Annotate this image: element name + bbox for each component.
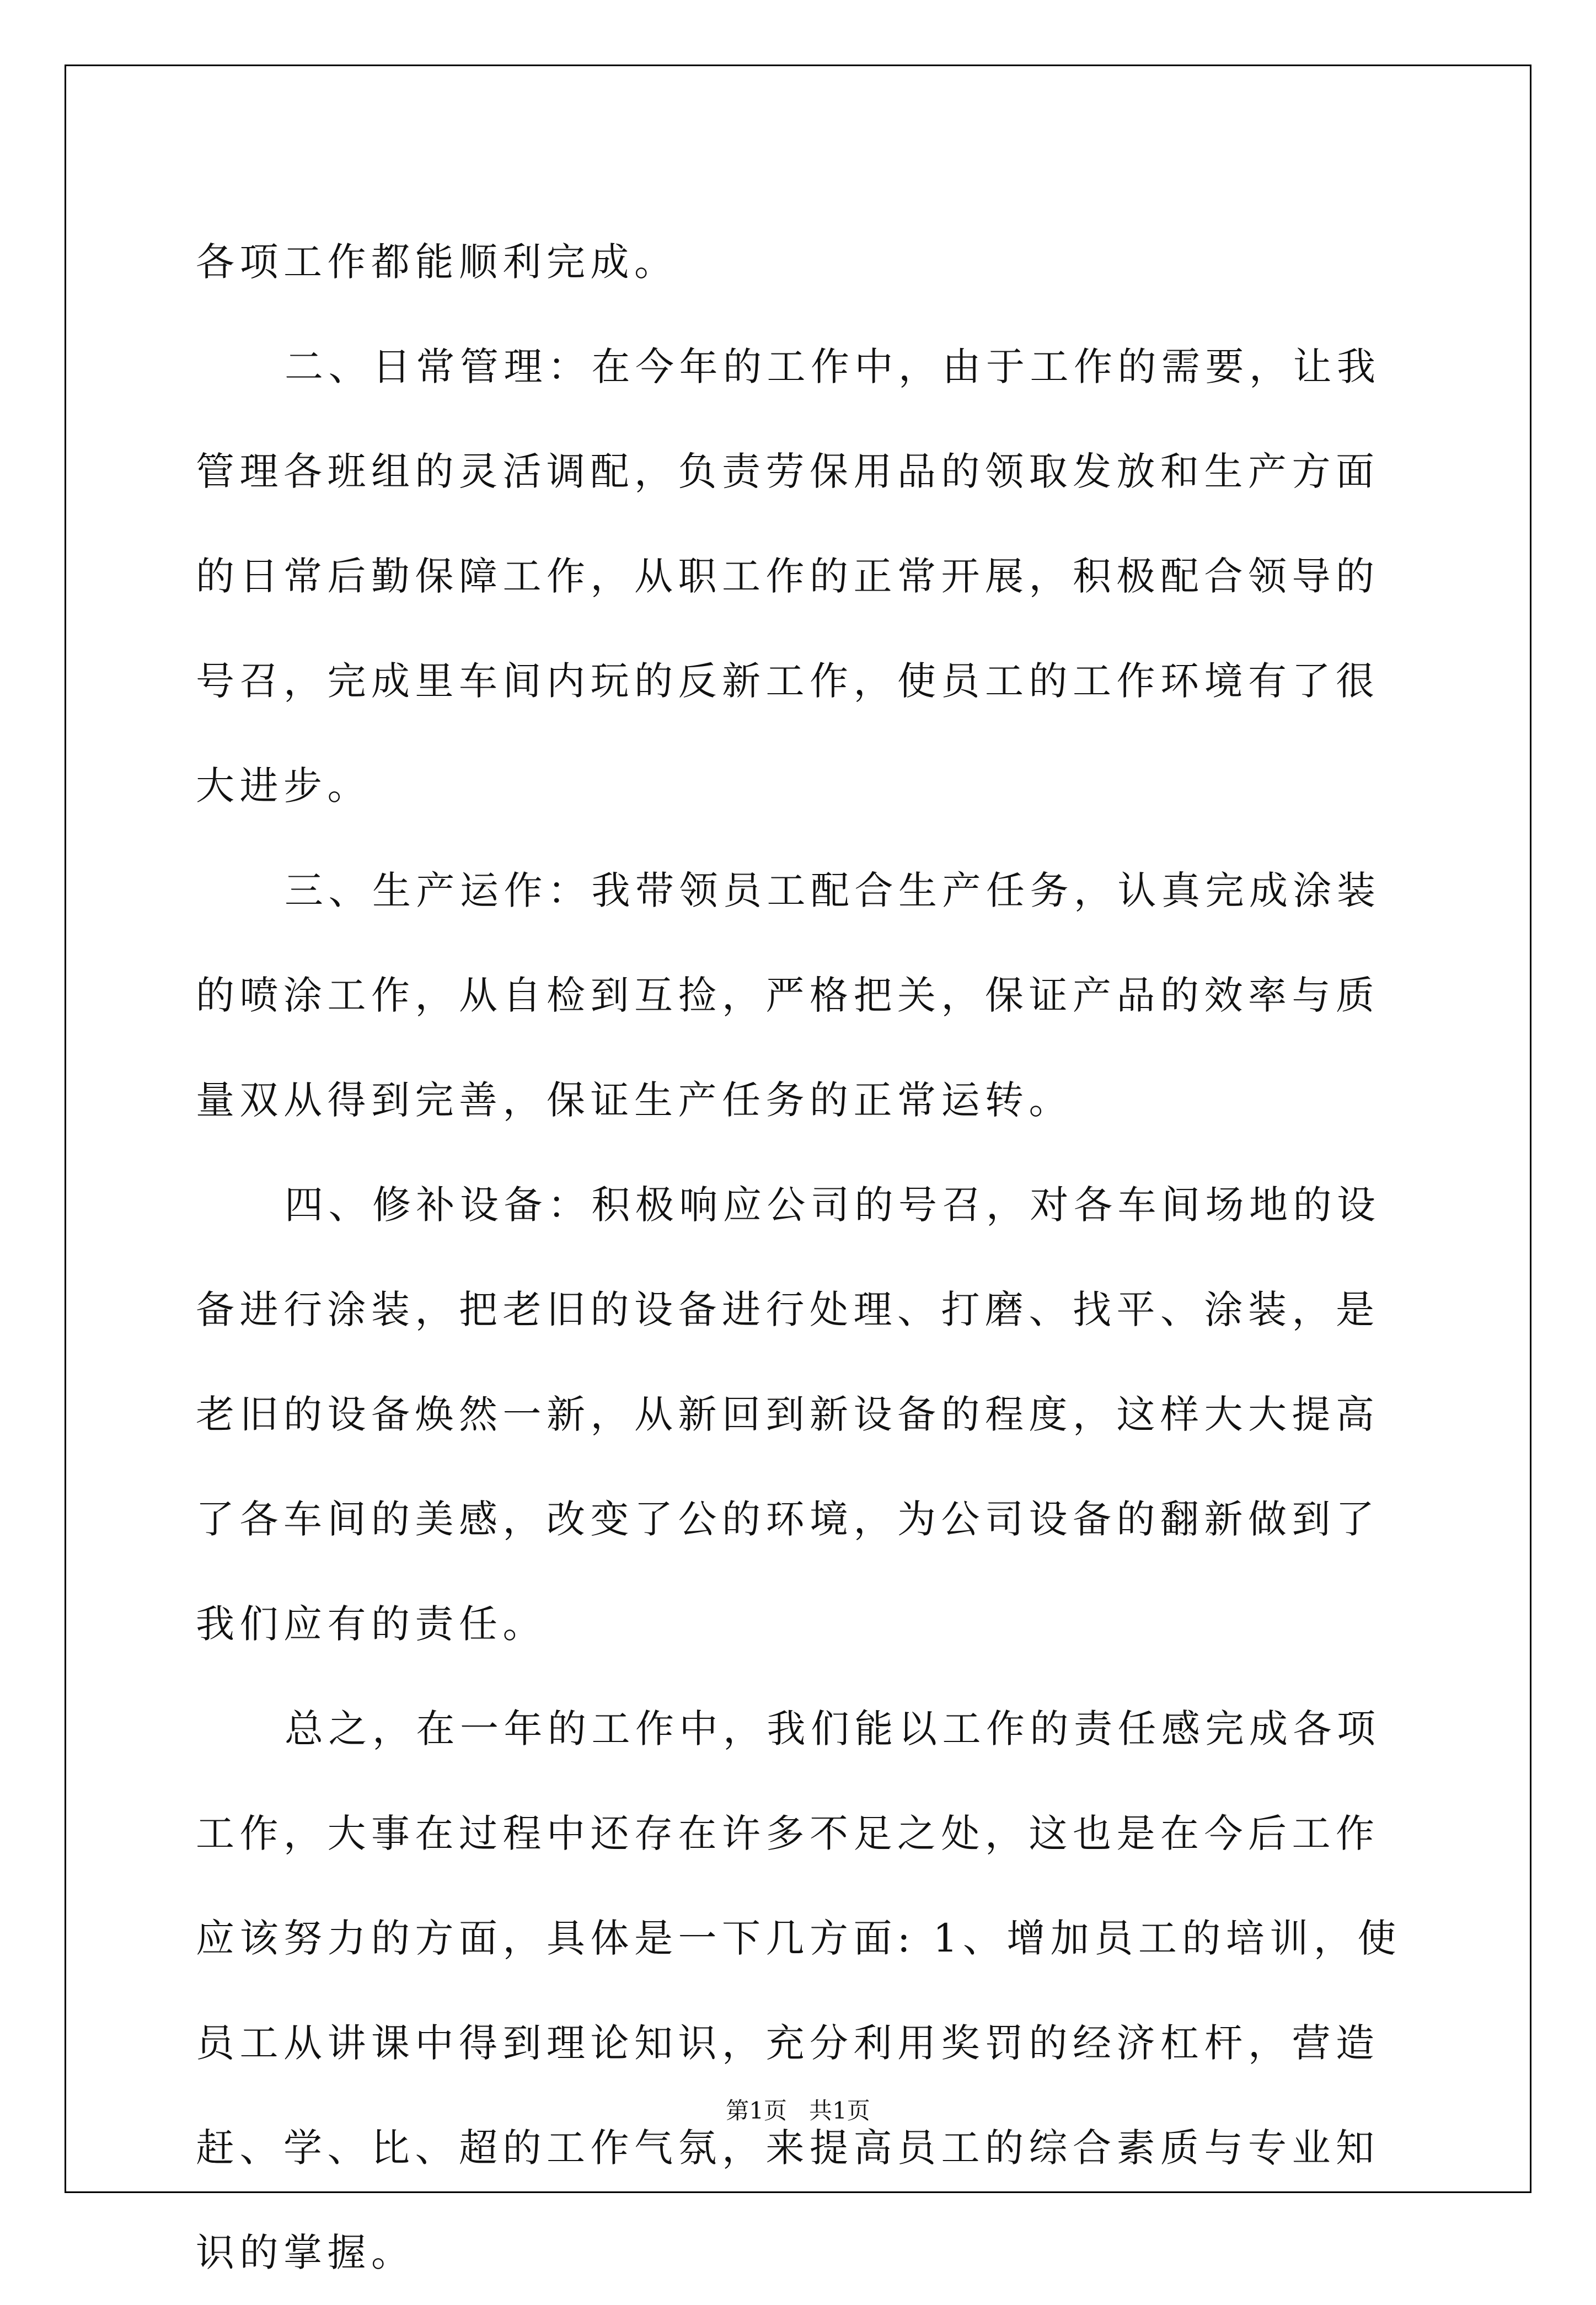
paragraph-production-operation: 三、生产运作：我带领员工配合生产任务，认真完成涂装的喷涂工作，从自检到互捡，严格把关，保证产品的效率与质量双从得到完善，保证生产任务的正常运转。: [196, 868, 1381, 1123]
document-body: [196, 210, 1409, 2305]
page-number-footer: 第1页 共1页: [726, 2097, 870, 2124]
paragraph-daily-management: 二、日常管理：在今年的工作中，由于工作的需要，让我管理各班组的灵活调配，负责劳保用品的领取发放和生产方面的日常后勤保障工作，从职工作的正常开展，积极配合领导的号召，完成里车间内玩的反新工作，使员工的工作环境有了很大进步。: [196, 344, 1381, 808]
paragraph-summary: 总之，在一年的工作中，我们能以工作的责任感完成各项工作，大事在过程中还存在许多不足之处，这也是在今后工作应该努力的方面，具体是一下几方面: 1、增加员工的培训，使员工从讲课中得到理论知识，充分利用奖罚的经济杠杆，营造赶、学、比、超的工作气氛，来提高员工的综合素质与专业知识的掌握。: [196, 1706, 1401, 2275]
paragraph-equipment-repair: 四、修补设备：积极响应公司的号召，对各车间场地的设备进行涂装，把老旧的设备进行处理、打磨、找平、涂装，是老旧的设备焕然一新，从新回到新设备的程度，这样大大提高了各车间的美感，改变了公的环境，为公司设备的翻新做到了我们应有的责任。: [196, 1182, 1381, 1647]
paragraph-continuation: 各项工作都能顺利完成。: [196, 239, 678, 285]
